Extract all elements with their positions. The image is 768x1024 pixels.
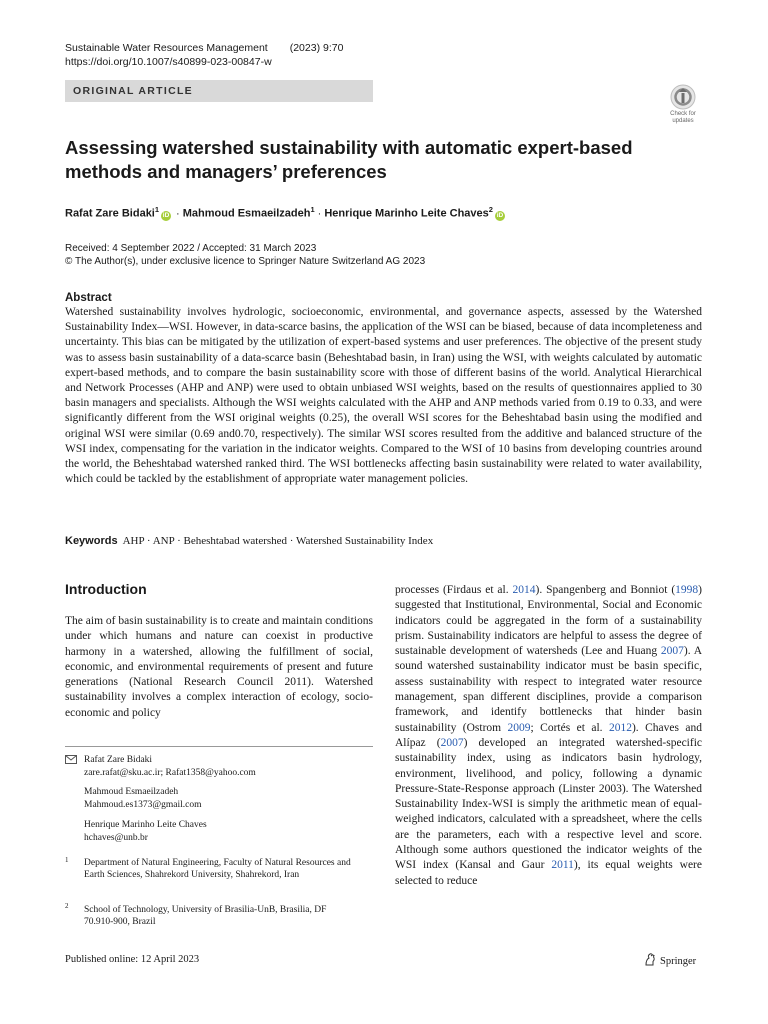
affiliation-number: 2 [65, 902, 69, 910]
envelope-icon [65, 755, 77, 764]
orcid-icon[interactable]: iD [496, 211, 504, 219]
introduction-left-column: The aim of basin sustainability is to create and maintain conditions under which humans and nature can coexist in productive harmony in a watershed, allowing the fulfillment of social, economic, and environmental requirements of present and future generations (National Research Council 2011). Watershed sustainability involves a complex interaction of ecology, socio-economic and policy [65, 615, 373, 719]
body-text: processes (Firdaus et al. [395, 584, 513, 596]
citation-link[interactable]: 2011 [551, 859, 574, 872]
publisher-logo [643, 952, 696, 969]
copyright-notice: © The Author(s), under exclusive licence to Springer Nature Switzerland AG 2023 [65, 256, 426, 267]
article-title: Assessing watershed sustainability with automatic expert-based methods and managers’ preferences [65, 137, 633, 182]
journal-header [65, 41, 343, 55]
check-for-updates-label: Check for updates [670, 111, 696, 124]
author-name[interactable]: Henrique Marinho Leite Chaves [324, 207, 489, 220]
citation-link[interactable]: 2007 [660, 645, 684, 658]
article-type-banner: ORIGINAL ARTICLE [65, 80, 373, 102]
author-contact-name: Mahmoud Esmaeilzadeh [84, 787, 179, 797]
check-for-updates-button[interactable] [664, 84, 702, 124]
article-dates: Received: 4 September 2022 / Accepted: 31 March 2023 [65, 243, 317, 254]
author-contact-email[interactable]: hchaves@unb.br [84, 833, 148, 843]
author-affiliation-ref[interactable]: 1 [154, 205, 160, 214]
affiliation-text: Department of Natural Engineering, Faculty of Natural Resources and Earth Sciences, Shahrekord University, Shahrekord, Iran [84, 858, 351, 880]
footnote-divider [65, 746, 373, 747]
body-text: ; Cortés et al. [530, 721, 609, 734]
body-text: ) suggested that Institutional, Environmental, Social and Economic indicators could be aggregated in the form of a sustainability prism. Sustainability indicators are helpful to assess the degree of sustainable development of watersheds (Lee and Huang [395, 584, 702, 658]
introduction-heading: Introduction [65, 581, 147, 597]
author-contact-name: Henrique Marinho Leite Chaves [84, 820, 207, 830]
abstract-heading: Abstract [65, 292, 112, 304]
citation-link[interactable]: 2012 [608, 721, 632, 734]
body-text: ). A sound watershed sustainability indicator must be basin specific, assess sustainability with respect to integrated water resource management, span different disciplines, provide a comparison framework, and identify bottlenecks that hinder basin sustainability (Ostrom [395, 645, 702, 734]
citation-link[interactable]: 2014 [512, 584, 536, 596]
citation-link[interactable]: 2007 [440, 736, 464, 749]
author-list [65, 202, 507, 222]
author-contact-email[interactable]: Mahmoud.es1373@gmail.com [84, 800, 202, 810]
journal-name: Sustainable Water Resources Management [65, 42, 268, 54]
corresponding-author-email[interactable]: zare.rafat@sku.ac.ir; Rafat1358@yahoo.com [84, 768, 256, 778]
author-name[interactable]: Mahmoud Esmaeilzadeh [182, 207, 311, 220]
body-text: ) developed an integrated watershed-specific sustainability index, using as indicators basin hydrology, environment, livelihood, and policy, following a dynamic Pressure-State-Response approach (Linster 2003). The Watershed Sustainability Index-WSI is simply the arithmetic mean of equal-weighed indicators, calculated with a spreadsheet, where the cells are the parameters, each with a respective level and score. Although some authors questioned the indicator weights of the WSI index (Kansal and Gaur [395, 736, 702, 872]
doi-link[interactable]: https://doi.org/10.1007/s40899-023-00847-w [65, 56, 272, 68]
body-text: ). Chaves and Alípaz ( [395, 721, 702, 749]
body-text: ), its equal weights were selected to reduce [395, 859, 702, 887]
abstract-text: Watershed sustainability involves hydrologic, socioeconomic, environmental, and governance aspects, assessed by the Watershed Sustainability Index—WSI. However, in data-scarce basins, the application of the WSI can be biased, because of data incompleteness and uncertainty. This bias can be mitigated by the utilization of expert-based systems and user preferences. The objective of the present study was to assess basin sustainability of a data-scarce basin (Beheshtabad basin, in Iran) using the WSI, with weights calculated by automatic expert-based methods, and to compare the basin sustainability score with those of different basins of the world. Analytical Hierarchical and Network Processes (AHP and ANP) were used to obtain unbiased WSI weights, based on the results of questionnaires applied to 30 basin managers and specialists. Although the WSI weights calculated with the AHP and ANP methods varied from 0.19 to 0.33, and were significantly different from the WSI original weights (0.25), the overall WSI scores for the Beheshtabad basin using the modified and original WSI were similar (0.69 and0.70, respectively). The similar WSI scores resulted from the additive and balanced structure of the WSI index, compensating for the variation in the indicator weights. Compared to the WSI of 10 basins from developing countries around the world, the Beheshtabad watershed ranked third. The WSI bottlenecks affecting basin sustainability were related to water availability, which could be tackled by the establishment of appropriate water management policies. [65, 306, 702, 486]
published-date: Published online: 12 April 2023 [65, 954, 200, 965]
citation-link[interactable]: 1998 [675, 584, 699, 596]
orcid-icon[interactable]: iD [162, 211, 170, 219]
keywords-label: Keywords [65, 535, 118, 547]
keywords [65, 534, 433, 548]
journal-issue: (2023) 9:70 [289, 42, 344, 54]
body-text: ). Spangenberg and Bonniot ( [535, 584, 676, 596]
citation-link[interactable]: 2009 [507, 721, 531, 734]
author-affiliation-ref[interactable]: 1 [310, 205, 315, 214]
affiliation-text: School of Technology, University of Brasilia-UnB, Brasilia, DF 70.910-900, Brazil [84, 905, 327, 927]
corresponding-author-name: Rafat Zare Bidaki [84, 755, 153, 765]
author-affiliation-ref[interactable]: 2 [488, 205, 493, 214]
keywords-list: AHP · ANP · Beheshtabad watershed · Watershed Sustainability Index [122, 535, 434, 547]
affiliation-number: 1 [65, 856, 69, 864]
author-name[interactable]: Rafat Zare Bidaki [65, 207, 155, 220]
check-for-updates-icon [670, 84, 696, 110]
springer-horse-icon [643, 952, 657, 966]
introduction-right-column [395, 583, 702, 889]
author-separator: · [317, 207, 322, 220]
author-separator: · [176, 207, 180, 220]
publisher-name: Springer [660, 956, 697, 967]
